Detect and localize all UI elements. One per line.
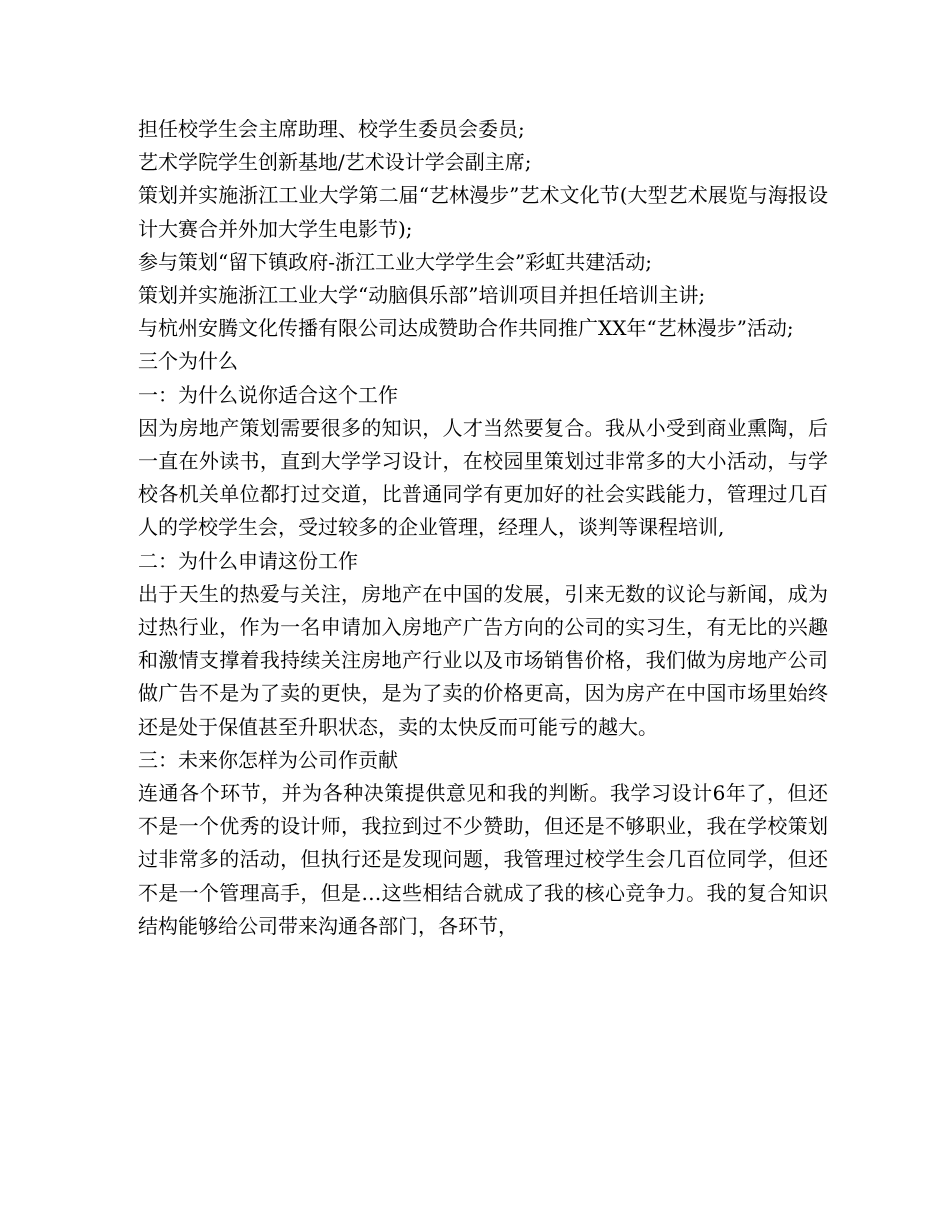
- answer-paragraph-3: 连通各个环节，并为各种决策提供意见和我的判断。我学习设计6年了，但还不是一个优秀的设计师，我拉到过不少赞助，但还是不够职业，我在学校策划过非常多的活动，但执行还是发现问题，我管理过校学生会几百位同学，但还不是一个管理高手，但是…这些相结合就成了我的核心竞争力。我的复合知识结构能够给公司带来沟通各部门，各环节，: [138, 781, 828, 938]
- paragraph-rainbow-activity: 参与策划“留下镇政府-浙江工业大学学生会”彩虹共建活动;: [138, 249, 652, 274]
- answer-paragraph-2: 出于天生的热爱与关注，房地产在中国的发展，引来无数的议论与新闻，成为过热行业，作为一名申请加入房地产广告方向的公司的实习生，有无比的兴趣和激情支撑着我持续关注房地产行业以及市场销售价格，我们做为房地产公司做广告不是为了卖的更快，是为了卖的价格更高，因为房产在中国市场里始终还是处于保值甚至升职状态，卖的太快反而可能亏的越大。: [138, 581, 828, 739]
- paragraph-art-festival: 策划并实施浙江工业大学第二届“艺林漫步”艺术文化节(大型艺术展览与海报设计大赛合并外加大学生电影节);: [138, 183, 828, 241]
- question-heading-2: 二：为什么申请这份工作: [138, 548, 358, 573]
- paragraph-role-vice-chair: 艺术学院学生创新基地/艺术设计学会副主席;: [138, 150, 532, 175]
- question-heading-1: 一：为什么说你适合这个工作: [138, 382, 398, 407]
- paragraph-brain-club: 策划并实施浙江工业大学“动脑俱乐部”培训项目并担任培训主讲;: [138, 283, 706, 308]
- answer-paragraph-1: 因为房地产策划需要很多的知识，人才当然要复合。我从小受到商业熏陶，后一直在外读书，直到大学学习设计，在校园里策划过非常多的大小活动，与学校各机关单位都打过交道，比普通同学有更加好的社会实践能力，管理过几百人的学校学生会，受过较多的企业管理，经理人，谈判等课程培训,: [138, 415, 828, 540]
- section-heading-three-whys: 三个为什么: [138, 349, 238, 374]
- document-body: [138, 113, 828, 943]
- question-heading-3: 三：未来你怎样为公司作贡献: [138, 747, 398, 772]
- paragraph-sponsorship: 与杭州安腾文化传播有限公司达成赞助合作共同推广XX年“艺林漫步”活动;: [138, 316, 794, 341]
- paragraph-role-assistant: 担任校学生会主席助理、校学生委员会委员;: [138, 117, 525, 141]
